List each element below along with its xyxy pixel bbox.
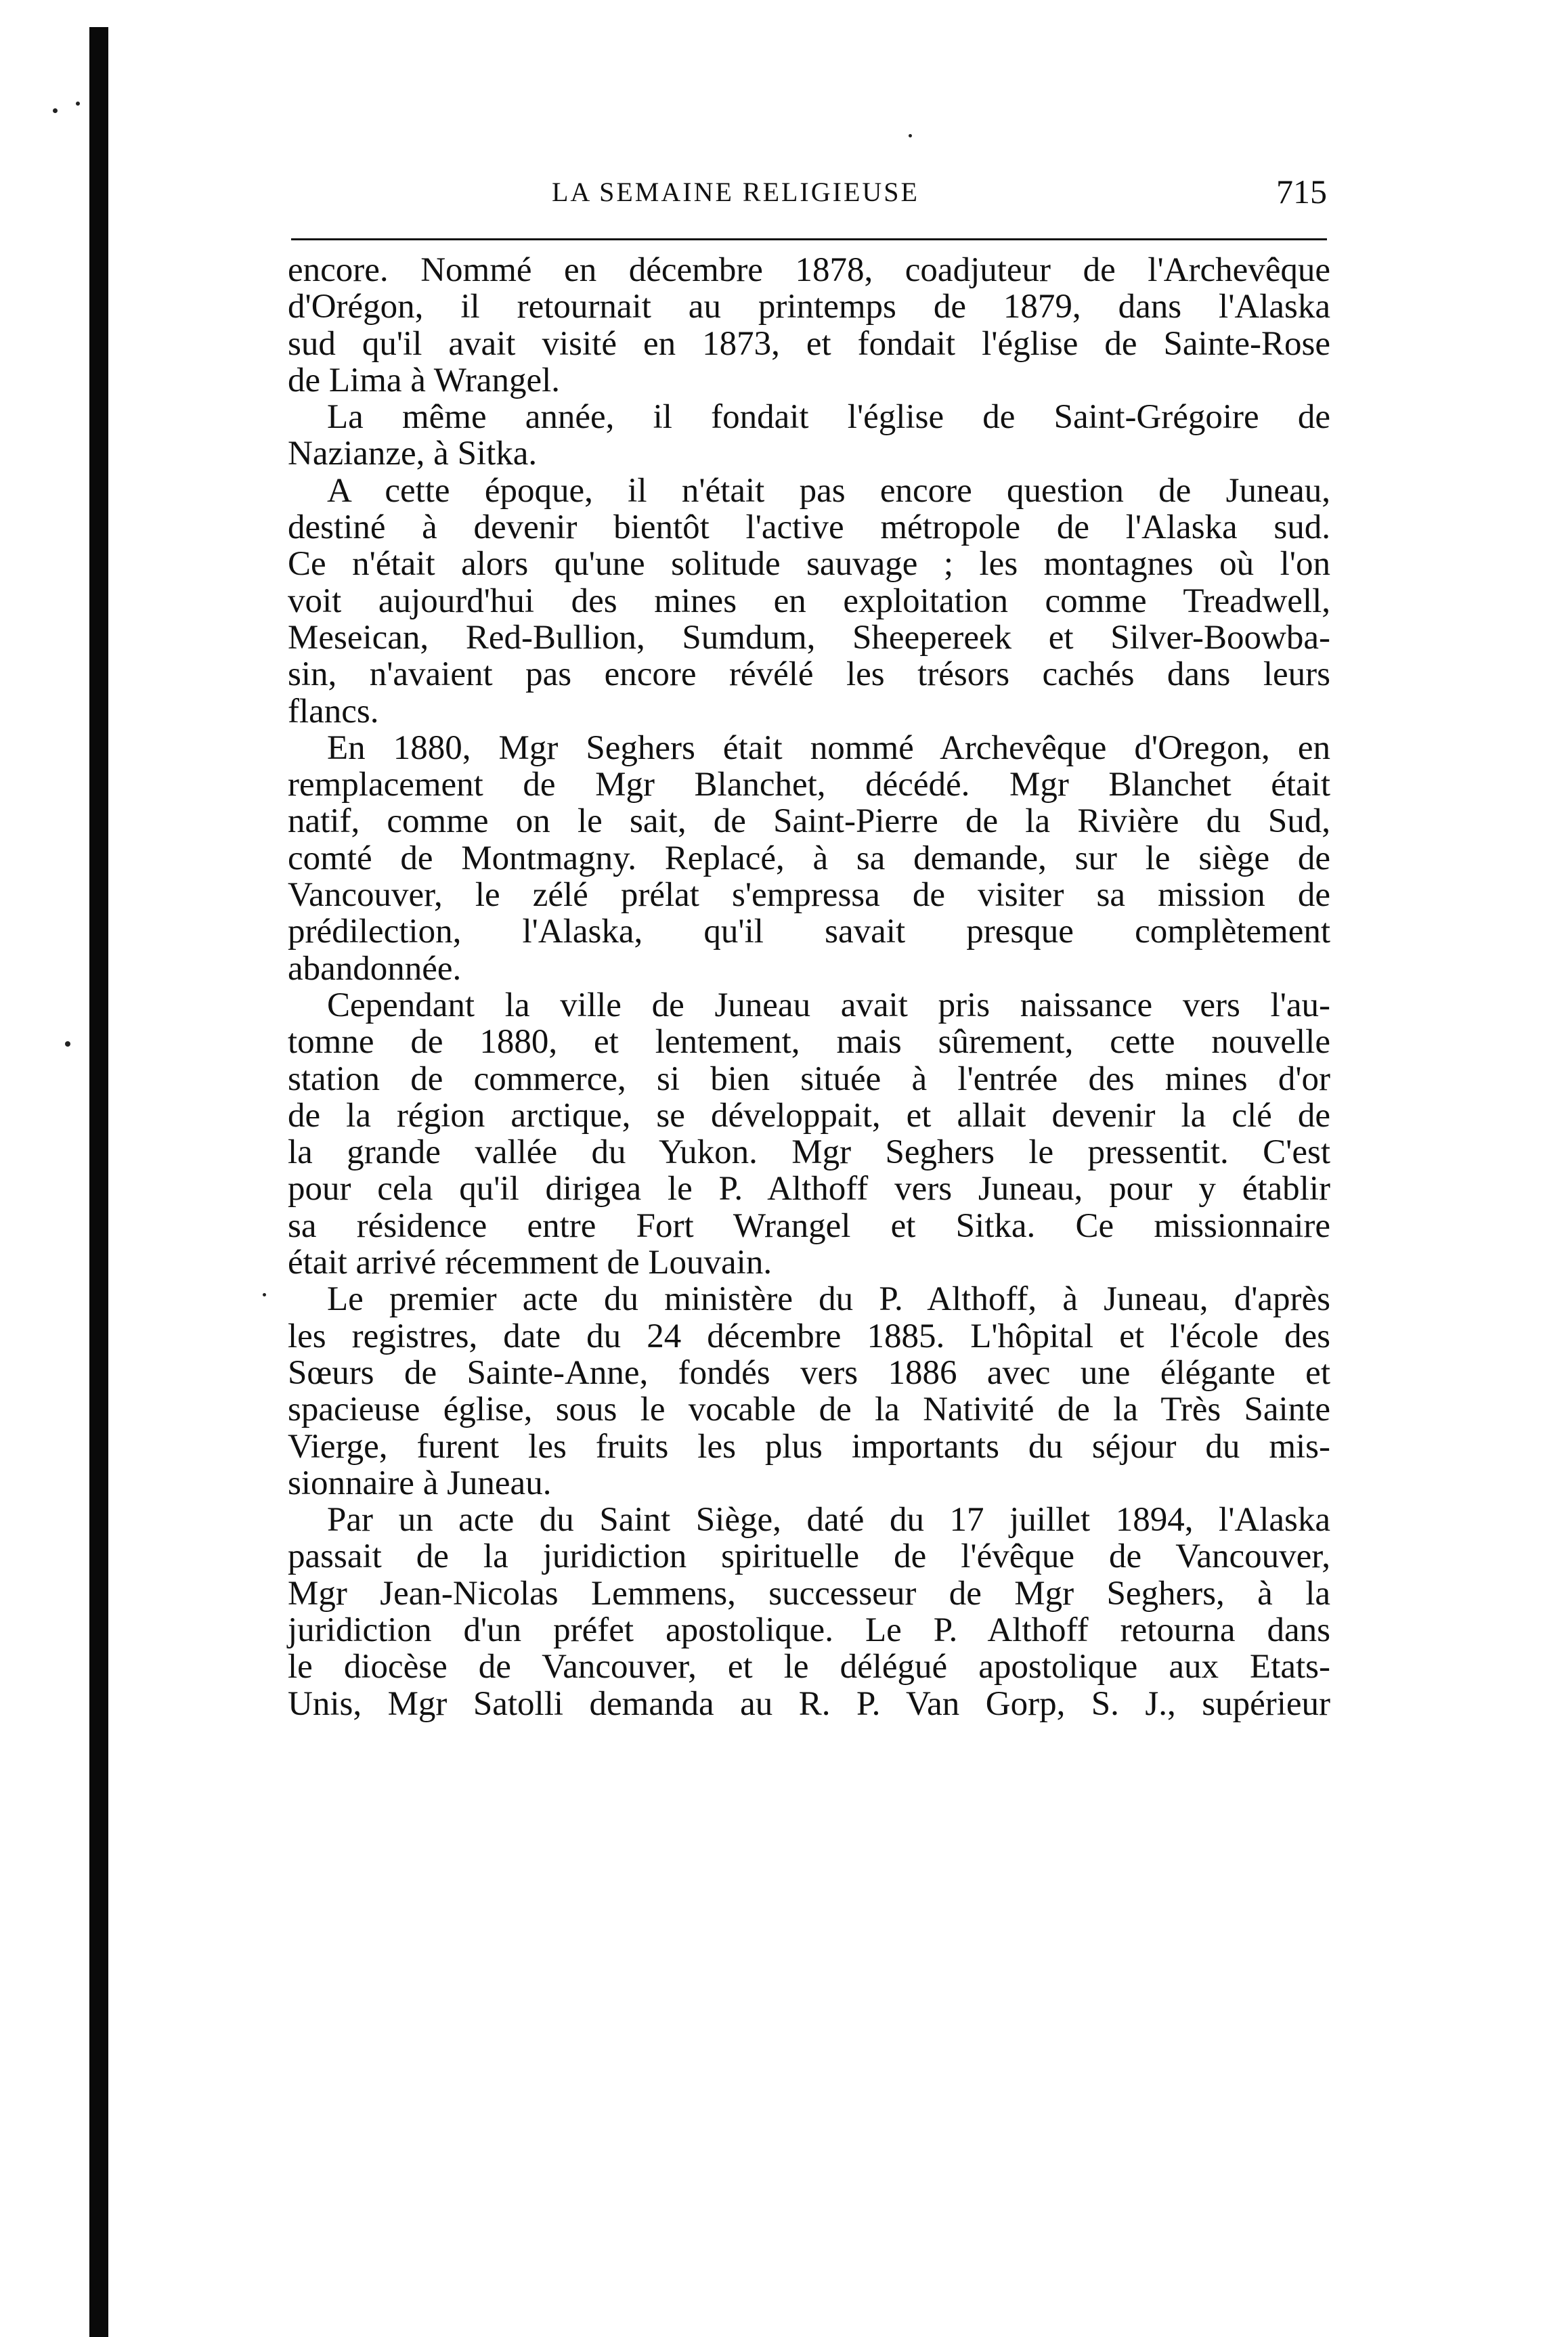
scan-speck xyxy=(263,1293,266,1296)
header-rule xyxy=(291,238,1327,240)
text-line: juridiction d'un préfet apostolique. Le P. Althoff retourna dans xyxy=(288,1611,1330,1649)
text-line: comté de Montmagny. Replacé, à sa demande, sur le siège de xyxy=(288,839,1330,877)
text-line: Vierge, furent les fruits les plus importants du séjour du mis- xyxy=(288,1427,1330,1466)
text-line: voit aujourd'hui des mines en exploitation comme Treadwell, xyxy=(288,582,1330,620)
text-line: En 1880, Mgr Seghers était nommé Archevêque d'Oregon, en xyxy=(327,728,1330,767)
text-line: Vancouver, le zélé prélat s'empressa de visiter sa mission de xyxy=(288,876,1330,915)
text-line: de Lima à Wrangel. xyxy=(288,361,560,399)
text-line: abandonnée. xyxy=(288,949,462,988)
text-line: était arrivé récemment de Louvain. xyxy=(288,1244,772,1282)
page-number: 715 xyxy=(1276,173,1327,211)
text-line: A cette époque, il n'était pas encore question de Juneau, xyxy=(327,471,1330,510)
running-head xyxy=(291,173,1327,223)
text-line: le diocèse de Vancouver, et le délégué apostolique aux Etats- xyxy=(288,1648,1330,1686)
text-line: sud qu'il avait visité en 1873, et fondait l'église de Sainte-Rose xyxy=(288,324,1330,363)
text-line: la grande vallée du Yukon. Mgr Seghers le pressentit. C'est xyxy=(288,1133,1330,1172)
scan-speck xyxy=(65,1041,70,1047)
paragraph xyxy=(288,730,1330,987)
scan-speck xyxy=(53,108,58,113)
text-line: remplacement de Mgr Blanchet, décédé. Mgr Blanchet était xyxy=(288,766,1330,804)
body-text xyxy=(288,252,1330,1722)
text-line: natif, comme on le sait, de Saint-Pierre de la Rivière du Sud, xyxy=(288,802,1330,841)
text-line: passait de la juridiction spirituelle de l'évêque de Vancouver, xyxy=(288,1537,1330,1576)
paragraph xyxy=(288,399,1330,473)
text-line: flancs. xyxy=(288,692,379,730)
text-line: spacieuse église, sous le vocable de la Nativité de la Très Sainte xyxy=(288,1391,1330,1429)
text-line: pour cela qu'il dirigea le P. Althoff vers Juneau, pour y établir xyxy=(288,1170,1330,1208)
text-line: encore. Nommé en décembre 1878, coadjuteur de l'Archevêque xyxy=(288,251,1330,289)
running-title: LA SEMAINE RELIGIEUSE xyxy=(552,177,919,207)
text-line: Meseican, Red-Bullion, Sumdum, Sheepereek et Silver-Boowba- xyxy=(288,618,1330,657)
text-line: Mgr Jean-Nicolas Lemmens, successeur de Mgr Seghers, à la xyxy=(288,1574,1330,1613)
text-line: sa résidence entre Fort Wrangel et Sitka. Ce missionnaire xyxy=(288,1206,1330,1245)
text-line: prédilection, l'Alaska, qu'il savait presque complètement xyxy=(288,913,1330,951)
paragraph xyxy=(288,252,1330,399)
text-line: d'Orégon, il retournait au printemps de 1879, dans l'Alaska xyxy=(288,288,1330,326)
text-line: Le premier acte du ministère du P. Althoff, à Juneau, d'après xyxy=(327,1280,1330,1319)
paragraph xyxy=(288,1502,1330,1722)
text-line: station de commerce, si bien située à l'entrée des mines d'or xyxy=(288,1060,1330,1098)
text-line: sionnaire à Juneau. xyxy=(288,1464,552,1502)
scan-speck xyxy=(909,134,912,137)
text-line: sin, n'avaient pas encore révélé les trésors cachés dans leurs xyxy=(288,655,1330,694)
scan-speck xyxy=(76,102,80,106)
text-line: tomne de 1880, et lentement, mais sûrement, cette nouvelle xyxy=(288,1023,1330,1062)
text-line: Cependant la ville de Juneau avait pris naissance vers l'au- xyxy=(327,986,1330,1024)
paragraph xyxy=(288,987,1330,1281)
text-line: La même année, il fondait l'église de Saint-Grégoire de xyxy=(327,398,1330,437)
text-line: destiné à devenir bientôt l'active métropole de l'Alaska sud. xyxy=(288,508,1330,547)
scan-binding-shadow xyxy=(89,27,108,2337)
text-line: Par un acte du Saint Siège, daté du 17 juillet 1894, l'Alaska xyxy=(327,1501,1330,1539)
text-line: Ce n'était alors qu'une solitude sauvage ; les montagnes où l'on xyxy=(288,545,1330,584)
text-line: Unis, Mgr Satolli demanda au R. P. Van Gorp, S. J., supérieur xyxy=(288,1684,1330,1723)
paragraph xyxy=(288,473,1330,730)
paragraph xyxy=(288,1281,1330,1502)
text-line: les registres, date du 24 décembre 1885. L'hôpital et l'école des xyxy=(288,1317,1330,1355)
text-line: de la région arctique, se développait, et allait devenir la clé de xyxy=(288,1096,1330,1135)
page-margin xyxy=(0,0,60,2337)
text-line: Nazianze, à Sitka. xyxy=(288,435,538,473)
text-line: Sœurs de Sainte-Anne, fondés vers 1886 avec une élégante et xyxy=(288,1353,1330,1392)
